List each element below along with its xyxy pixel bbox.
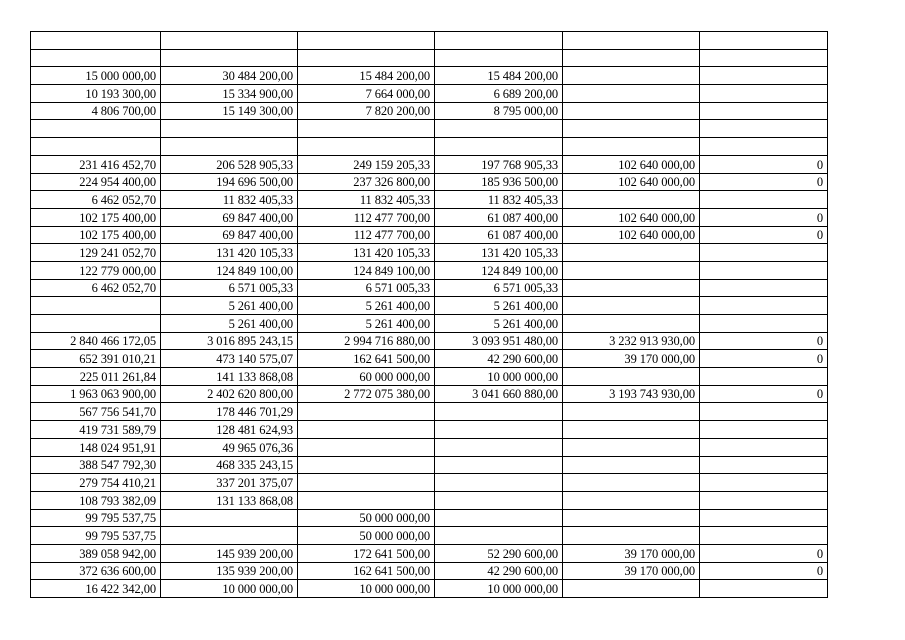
table-cell: [700, 456, 828, 474]
table-cell: 122 779 000,00: [31, 261, 161, 279]
table-cell: 10 193 300,00: [31, 85, 161, 103]
table-cell: [435, 456, 563, 474]
table-cell: 237 326 800,00: [298, 173, 435, 191]
table-cell: [563, 67, 700, 85]
table-cell: [563, 297, 700, 315]
table-cell: 108 793 382,09: [31, 491, 161, 509]
table-row: [31, 173, 828, 191]
table-cell: [31, 32, 161, 50]
table-row: [31, 261, 828, 279]
table-cell: [435, 138, 563, 156]
table-cell: [435, 527, 563, 545]
table-cell: 11 832 405,33: [298, 191, 435, 209]
table-cell: 4 806 700,00: [31, 102, 161, 120]
table-cell: 11 832 405,33: [435, 191, 563, 209]
table-cell: 172 641 500,00: [298, 544, 435, 562]
table-cell: 162 641 500,00: [298, 350, 435, 368]
table-cell: 419 731 589,79: [31, 421, 161, 439]
table-row: [31, 491, 828, 509]
table-cell: 124 849 100,00: [298, 261, 435, 279]
table-cell: 15 484 200,00: [435, 67, 563, 85]
table-cell: 39 170 000,00: [563, 544, 700, 562]
table-cell: 99 795 537,75: [31, 509, 161, 527]
table-cell: [563, 315, 700, 333]
table-cell: 102 640 000,00: [563, 173, 700, 191]
table-cell: [298, 32, 435, 50]
table-cell: [435, 421, 563, 439]
table-cell: 3 093 951 480,00: [435, 332, 563, 350]
table-cell: 49 965 076,36: [161, 438, 298, 456]
table-row: [31, 474, 828, 492]
table-cell: [563, 244, 700, 262]
table-cell: 0: [700, 544, 828, 562]
table-cell: 129 241 052,70: [31, 244, 161, 262]
table-cell: 3 193 743 930,00: [563, 385, 700, 403]
table-cell: 131 420 105,33: [298, 244, 435, 262]
table-cell: 372 636 600,00: [31, 562, 161, 580]
table-cell: 206 528 905,33: [161, 155, 298, 173]
table-cell: 131 420 105,33: [435, 244, 563, 262]
table-cell: [161, 32, 298, 50]
table-cell: [31, 138, 161, 156]
table-cell: 52 290 600,00: [435, 544, 563, 562]
budget-table-body: [31, 32, 828, 598]
table-cell: 102 640 000,00: [563, 155, 700, 173]
table-cell: 10 000 000,00: [435, 368, 563, 386]
table-cell: [161, 49, 298, 67]
table-cell: 6 462 052,70: [31, 279, 161, 297]
table-row: [31, 527, 828, 545]
table-row: [31, 385, 828, 403]
table-row: [31, 332, 828, 350]
table-cell: 145 939 200,00: [161, 544, 298, 562]
table-cell: [298, 491, 435, 509]
table-cell: 0: [700, 208, 828, 226]
table-cell: [161, 527, 298, 545]
table-cell: 468 335 243,15: [161, 456, 298, 474]
table-cell: 5 261 400,00: [161, 297, 298, 315]
table-row: [31, 279, 828, 297]
table-cell: [700, 244, 828, 262]
table-row: [31, 244, 828, 262]
table-row: [31, 297, 828, 315]
table-cell: 69 847 400,00: [161, 226, 298, 244]
table-row: [31, 67, 828, 85]
table-row: [31, 191, 828, 209]
table-cell: [700, 32, 828, 50]
table-cell: [700, 491, 828, 509]
table-cell: 5 261 400,00: [161, 315, 298, 333]
table-cell: [435, 32, 563, 50]
table-cell: 225 011 261,84: [31, 368, 161, 386]
table-cell: [700, 49, 828, 67]
table-row: [31, 315, 828, 333]
table-cell: 30 484 200,00: [161, 67, 298, 85]
table-row: [31, 544, 828, 562]
table-cell: 2 402 620 800,00: [161, 385, 298, 403]
table-cell: 0: [700, 562, 828, 580]
table-cell: 15 000 000,00: [31, 67, 161, 85]
table-cell: 0: [700, 226, 828, 244]
table-cell: [298, 421, 435, 439]
table-cell: [298, 120, 435, 138]
table-cell: 69 847 400,00: [161, 208, 298, 226]
table-cell: [563, 509, 700, 527]
table-cell: 3 016 895 243,15: [161, 332, 298, 350]
table-cell: [700, 279, 828, 297]
table-cell: [298, 474, 435, 492]
table-cell: 194 696 500,00: [161, 173, 298, 191]
table-cell: 131 420 105,33: [161, 244, 298, 262]
table-cell: 231 416 452,70: [31, 155, 161, 173]
table-cell: [700, 261, 828, 279]
table-row: [31, 102, 828, 120]
table-cell: 60 000 000,00: [298, 368, 435, 386]
table-cell: 124 849 100,00: [435, 261, 563, 279]
table-cell: [700, 403, 828, 421]
table-row: [31, 456, 828, 474]
table-cell: [700, 102, 828, 120]
table-cell: 337 201 375,07: [161, 474, 298, 492]
table-cell: [435, 403, 563, 421]
table-cell: [700, 191, 828, 209]
table-cell: 42 290 600,00: [435, 562, 563, 580]
table-cell: [563, 279, 700, 297]
table-cell: 102 640 000,00: [563, 226, 700, 244]
table-cell: 10 000 000,00: [161, 580, 298, 598]
table-cell: [298, 456, 435, 474]
table-row: [31, 509, 828, 527]
table-cell: [298, 49, 435, 67]
table-cell: 39 170 000,00: [563, 562, 700, 580]
table-cell: [700, 509, 828, 527]
table-cell: 197 768 905,33: [435, 155, 563, 173]
table-cell: 5 261 400,00: [298, 315, 435, 333]
table-cell: [563, 191, 700, 209]
table-cell: [700, 67, 828, 85]
table-cell: [563, 421, 700, 439]
table-cell: 7 820 200,00: [298, 102, 435, 120]
table-cell: [31, 120, 161, 138]
table-cell: 0: [700, 155, 828, 173]
table-cell: [31, 297, 161, 315]
table-cell: 3 041 660 880,00: [435, 385, 563, 403]
table-cell: 0: [700, 332, 828, 350]
table-cell: [700, 315, 828, 333]
table-cell: 102 640 000,00: [563, 208, 700, 226]
table-row: [31, 580, 828, 598]
table-cell: [700, 421, 828, 439]
table-row: [31, 155, 828, 173]
table-cell: [161, 509, 298, 527]
table-cell: 389 058 942,00: [31, 544, 161, 562]
table-cell: 3 232 913 930,00: [563, 332, 700, 350]
table-cell: 16 422 342,00: [31, 580, 161, 598]
table-cell: 99 795 537,75: [31, 527, 161, 545]
table-cell: [435, 509, 563, 527]
table-cell: 39 170 000,00: [563, 350, 700, 368]
table-cell: [700, 474, 828, 492]
table-cell: 5 261 400,00: [435, 315, 563, 333]
table-cell: [700, 368, 828, 386]
table-cell: [563, 491, 700, 509]
table-cell: [161, 120, 298, 138]
table-cell: [700, 85, 828, 103]
table-cell: 6 571 005,33: [298, 279, 435, 297]
table-row: [31, 368, 828, 386]
table-cell: [563, 456, 700, 474]
table-cell: [563, 120, 700, 138]
table-cell: [31, 315, 161, 333]
table-cell: [700, 527, 828, 545]
table-cell: 8 795 000,00: [435, 102, 563, 120]
table-cell: 6 571 005,33: [161, 279, 298, 297]
table-row: [31, 438, 828, 456]
table-cell: 135 939 200,00: [161, 562, 298, 580]
table-cell: [31, 49, 161, 67]
table-cell: 2 994 716 880,00: [298, 332, 435, 350]
table-cell: 15 484 200,00: [298, 67, 435, 85]
table-cell: 15 149 300,00: [161, 102, 298, 120]
table-cell: [563, 474, 700, 492]
table-cell: [700, 580, 828, 598]
table-cell: 5 261 400,00: [435, 297, 563, 315]
table-cell: 0: [700, 173, 828, 191]
table-row: [31, 226, 828, 244]
table-row: [31, 562, 828, 580]
table-row: [31, 120, 828, 138]
table-cell: 61 087 400,00: [435, 208, 563, 226]
table-cell: 42 290 600,00: [435, 350, 563, 368]
table-row: [31, 138, 828, 156]
table-cell: 128 481 624,93: [161, 421, 298, 439]
table-cell: [435, 491, 563, 509]
table-cell: [563, 32, 700, 50]
table-cell: 185 936 500,00: [435, 173, 563, 191]
table-cell: 473 140 575,07: [161, 350, 298, 368]
table-row: [31, 403, 828, 421]
table-cell: [435, 474, 563, 492]
table-cell: [563, 261, 700, 279]
table-row: [31, 208, 828, 226]
table-cell: 388 547 792,30: [31, 456, 161, 474]
table-cell: 178 446 701,29: [161, 403, 298, 421]
table-cell: [700, 297, 828, 315]
table-cell: 7 664 000,00: [298, 85, 435, 103]
table-cell: 131 133 868,08: [161, 491, 298, 509]
table-cell: [298, 403, 435, 421]
table-cell: 11 832 405,33: [161, 191, 298, 209]
table-row: [31, 350, 828, 368]
table-cell: 148 024 951,91: [31, 438, 161, 456]
table-cell: 124 849 100,00: [161, 261, 298, 279]
table-cell: 6 571 005,33: [435, 279, 563, 297]
table-cell: 10 000 000,00: [435, 580, 563, 598]
table-cell: [563, 138, 700, 156]
table-row: [31, 49, 828, 67]
budget-table: [30, 31, 828, 598]
table-cell: 567 756 541,70: [31, 403, 161, 421]
table-cell: [563, 580, 700, 598]
table-cell: 10 000 000,00: [298, 580, 435, 598]
table-cell: 61 087 400,00: [435, 226, 563, 244]
table-row: [31, 421, 828, 439]
table-cell: 15 334 900,00: [161, 85, 298, 103]
table-cell: [563, 102, 700, 120]
table-cell: 279 754 410,21: [31, 474, 161, 492]
table-cell: 0: [700, 385, 828, 403]
table-cell: [435, 438, 563, 456]
table-cell: [563, 368, 700, 386]
table-row: [31, 85, 828, 103]
table-cell: 162 641 500,00: [298, 562, 435, 580]
table-cell: [435, 120, 563, 138]
table-cell: 112 477 700,00: [298, 226, 435, 244]
table-cell: 6 689 200,00: [435, 85, 563, 103]
table-cell: [700, 438, 828, 456]
table-cell: [298, 438, 435, 456]
table-cell: 2 772 075 380,00: [298, 385, 435, 403]
table-row: [31, 32, 828, 50]
table-cell: [563, 85, 700, 103]
table-cell: 249 159 205,33: [298, 155, 435, 173]
table-cell: 141 133 868,08: [161, 368, 298, 386]
table-cell: 1 963 063 900,00: [31, 385, 161, 403]
table-cell: 224 954 400,00: [31, 173, 161, 191]
table-cell: 2 840 466 172,05: [31, 332, 161, 350]
table-cell: 6 462 052,70: [31, 191, 161, 209]
table-cell: 652 391 010,21: [31, 350, 161, 368]
table-cell: 0: [700, 350, 828, 368]
table-cell: [700, 138, 828, 156]
table-cell: [563, 438, 700, 456]
table-cell: [563, 527, 700, 545]
table-cell: 112 477 700,00: [298, 208, 435, 226]
table-cell: 5 261 400,00: [298, 297, 435, 315]
table-cell: [435, 49, 563, 67]
table-cell: [161, 138, 298, 156]
table-cell: [563, 49, 700, 67]
table-cell: [298, 138, 435, 156]
table-cell: [563, 403, 700, 421]
table-cell: 50 000 000,00: [298, 527, 435, 545]
table-cell: [700, 120, 828, 138]
table-cell: 102 175 400,00: [31, 226, 161, 244]
table-cell: 102 175 400,00: [31, 208, 161, 226]
table-cell: 50 000 000,00: [298, 509, 435, 527]
